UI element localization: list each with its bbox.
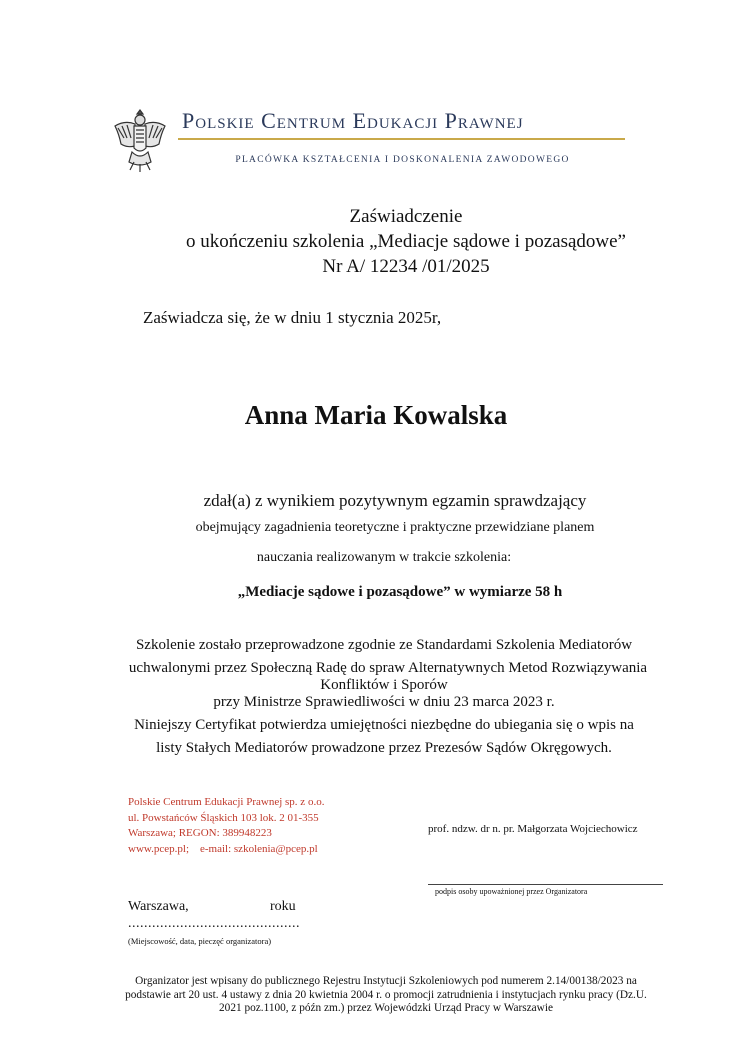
- standards-line-6: listy Stałych Mediatorów prowadzone przez Prezesów Sądów Okręgowych.: [156, 740, 612, 756]
- footer-note: [76, 975, 696, 1016]
- footer-line-1: Organizator jest wpisany do publicznego Rejestru Instytucji Szkoleniowych pod numerem 2.14/00138/2023 na: [135, 975, 637, 987]
- org-name: Polskie Centrum Edukacji Prawnej: [182, 108, 524, 133]
- organizer-city-regon: Warszawa; REGON: 389948223: [128, 827, 272, 839]
- scope-line-1: obejmujący zagadnienia teoretyczne i praktyczne przewidziane planem: [195, 520, 595, 535]
- scope-line-2: nauczania realizowanym w trakcie szkolenia:: [256, 550, 512, 565]
- certificate-title: Zaświadczenie: [349, 206, 463, 227]
- header-divider: [178, 138, 625, 140]
- certificate-subtitle: o ukończeniu szkolenia „Mediacje sądowe i pozasądowe”: [186, 231, 626, 252]
- organizer-email-link[interactable]: e-mail: szkolenia@pcep.pl: [200, 842, 318, 855]
- intro-text: Zaświadcza się, że w dniu 1 stycznia 2025r,: [143, 308, 442, 327]
- person-name: Anna Maria Kowalska: [244, 400, 508, 430]
- place-label: Warszawa,: [128, 899, 189, 914]
- signer-name: prof. ndzw. dr n. pr. Małgorzata Wojciechowicz: [428, 823, 638, 835]
- standards-line-2: uchwalonymi przez Społeczną Radę do spraw Alternatywnych Metod Rozwiązywania: [128, 660, 648, 676]
- standards-line-4: przy Ministrze Sprawiedliwości w dniu 23 marca 2023 r.: [213, 694, 555, 710]
- organizer-company: Polskie Centrum Edukacji Prawnej sp. z o.o.: [128, 796, 325, 808]
- place-date-dotted-line: ...........................................: [128, 916, 300, 931]
- footer-line-3: 2021 poz.1100, z późn zm.) przez Wojewódzki Urząd Pracy w Warszawie: [219, 1002, 553, 1014]
- organizer-address: [128, 795, 324, 857]
- signature-line: [428, 884, 663, 885]
- footer-line-2: podstawie art 20 ust. 4 ustawy z dnia 20 kwietnia 2004 r. o promocji zatrudnienia i instytucjach rynku pracy (Dz.U.: [125, 988, 647, 1001]
- passed-text: zdał(a) z wynikiem pozytywnym egzamin sprawdzający: [203, 491, 587, 510]
- standards-line-3: Konfliktów i Sporów: [320, 677, 448, 693]
- certificate-number: Nr A/ 12234 /01/2025: [322, 256, 490, 277]
- standards-line-1: Szkolenie zostało przeprowadzone zgodnie ze Standardami Szkolenia Mediatorów: [135, 637, 633, 653]
- eagle-emblem-logo: [108, 104, 172, 174]
- org-subtitle: PLACÓWKA KSZTAŁCENIA I DOSKONALENIA ZAWODOWEGO: [235, 155, 570, 165]
- place-date-caption: (Miejscowość, data, pieczęć organizatora): [128, 936, 272, 946]
- organizer-street: ul. Powstańców Śląskich 103 lok. 2 01-355: [128, 811, 319, 824]
- year-label: roku: [270, 899, 296, 914]
- signature-caption: podpis osoby upoważnionej przez Organizatora: [435, 887, 588, 896]
- organizer-contact: [128, 842, 324, 858]
- organizer-website-link[interactable]: www.pcep.pl;: [128, 842, 189, 855]
- standards-line-5: Niniejszy Certyfikat potwierdza umiejętności niezbędne do ubiegania się o wpis na: [134, 717, 634, 733]
- course-line: „Mediacje sądowe i pozasądowe” w wymiarze 58 h: [237, 584, 563, 600]
